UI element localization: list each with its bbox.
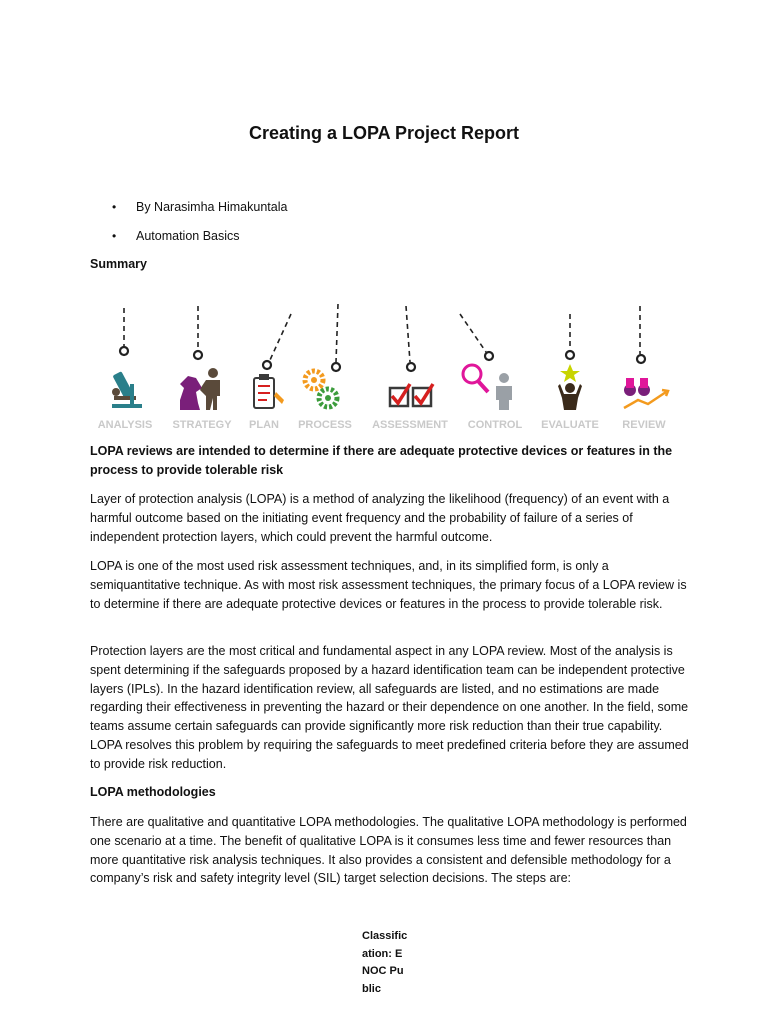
checkbox-assessment-icon [390, 384, 433, 406]
ring-assessment [407, 363, 415, 371]
ring-process [332, 363, 340, 371]
gears-process-icon [305, 371, 337, 407]
string-assessment [406, 306, 410, 362]
ring-control [485, 352, 493, 360]
label-control: CONTROL [467, 419, 523, 431]
label-analysis: ANALYSIS [97, 419, 153, 431]
label-assessment: ASSESSMENT [372, 419, 448, 431]
string-process [336, 304, 338, 362]
ring-plan [263, 361, 271, 369]
summary-heading: Summary [90, 257, 147, 271]
label-process: PROCESS [298, 419, 352, 431]
magnifier-control-icon [463, 365, 512, 410]
label-plan: PLAN [249, 419, 279, 431]
bullet-author: • By Narasimha Himakuntala [90, 198, 287, 227]
star-evaluate-icon [558, 364, 582, 410]
paragraph-risk-assessment: LOPA is one of the most used risk assessment techniques, and, in its simplified form, is only a semiquantitative technique. As with most risk assessment techniques, the primary focus of a LOPA review is to determine if there are adequate protective devices or features in the process to provide tolerable risk. [90, 559, 687, 611]
ring-strategy [194, 351, 202, 359]
microscope-icon [112, 371, 142, 408]
label-review: REVIEW [622, 419, 666, 431]
clipboard-plan-icon [254, 374, 284, 408]
process-steps-infographic [92, 300, 676, 434]
methodologies-heading: LOPA methodologies [90, 785, 216, 799]
string-plan [270, 314, 291, 360]
paragraph-protection-layers: Protection layers are the most critical and fundamental aspect in any LOPA review. Most of the analysis is spent determining if the safeguards proposed by a hazard identification team can be independent protective layers (IPLs). In the hazard identification review, all safeguards are listed, and no estimations are made regarding their effectiveness in preventing the hazard or their dependence on one another. In the field, some teams assume certain safeguards can provide significantly more risk reduction than their true capability. LOPA resolves this problem by requiring the safeguards to meet predefined criteria before they are assumed to provide risk reduction. [90, 644, 689, 771]
author-bullet-list [90, 198, 287, 256]
ring-review [637, 355, 645, 363]
binoculars-review-icon [624, 378, 668, 408]
chess-strategy-icon [180, 368, 220, 410]
paragraph-methodologies: There are qualitative and quantitative LOPA methodologies. The qualitative LOPA methodology is performed one scenario at a time. The benefit of qualitative LOPA is it consumes less time and fewer resources than more quantitative risk analysis techniques. It also provides a consistent and defensible methodology for a company’s risk and safety integrity level (SIL) target selection decisions. The steps are: [90, 815, 687, 886]
label-evaluate: EVALUATE [541, 419, 599, 431]
string-control [460, 314, 486, 352]
classification-label: Classification: ENOC Public [362, 930, 408, 995]
paragraph-definition: Layer of protection analysis (LOPA) is a method of analyzing the likelihood (frequency) of an event with a harmful outcome based on the initiating event frequency and the probability of failure of a series of independent protection layers, which could prevent the harmful outcome. [90, 492, 670, 544]
label-strategy: STRATEGY [172, 419, 232, 431]
bullet-category: • Automation Basics [90, 227, 287, 256]
ring-evaluate [566, 351, 574, 359]
lead-paragraph: LOPA reviews are intended to determine if there are adequate protective devices or features in the process to provide tolerable risk [90, 444, 673, 477]
ring-analysis [120, 347, 128, 355]
page-title: Creating a LOPA Project Report [248, 123, 520, 143]
